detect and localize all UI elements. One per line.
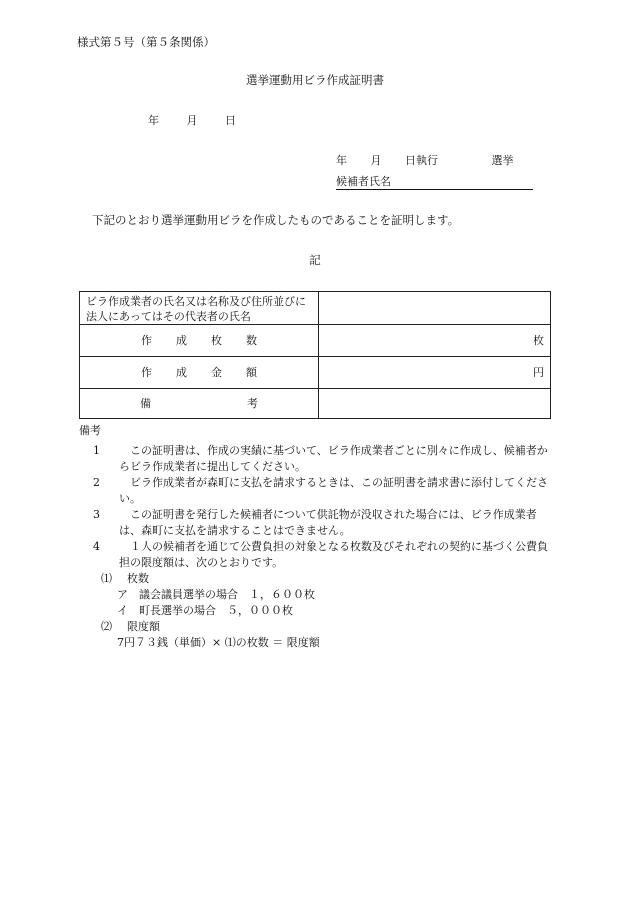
election-month: 月: [370, 154, 382, 167]
form-number: 様式第５号（第５条関係）: [77, 35, 215, 49]
sub-item-key: イ: [117, 604, 128, 617]
document-title: 選挙運動用ビラ作成証明書: [246, 73, 384, 87]
label-char: 考: [247, 397, 258, 410]
election-day-held: 日執行: [405, 154, 438, 167]
formula-text: 7円７３銭（単価）× ⑴の枚数 ＝ 限度額: [117, 636, 320, 649]
remarks-label: [80, 389, 319, 419]
election-name: 選挙: [491, 154, 514, 167]
quantity-label: [80, 325, 319, 357]
sub-section-limit: [79, 619, 555, 635]
amount-label: [80, 357, 319, 389]
certify-sentence: 下記のとおり選挙運動用ビラを作成したものであることを証明します。: [92, 213, 460, 227]
label-char: 枚: [211, 334, 222, 347]
label-char: 金: [211, 366, 222, 379]
note-number: 2: [93, 476, 100, 489]
sub-section-quantity: [79, 571, 555, 587]
table-row: [80, 357, 551, 389]
sub-label: 枚数: [127, 572, 149, 585]
date-month: 月: [186, 114, 198, 127]
label-char: 数: [246, 334, 257, 347]
note-item: [79, 507, 555, 539]
note-item: [79, 475, 555, 507]
note-text: １人の候補者を通じて公費負担の対象となる枚数及びそれぞれの契約に基づく公費負担の限度額は、次のとおりです。: [119, 540, 548, 569]
note-text: この証明書は、作成の実績に基づいて、ビラ作成業者ごとに別々に作成し、候補者からビラ作成業者に提出してください。: [119, 444, 548, 473]
note-number: 1: [93, 444, 100, 457]
vendor-label: ビラ作成業者の氏名又は名称及び住所並びに法人にあってはその代表者の氏名: [80, 292, 319, 325]
date-day: 日: [225, 114, 236, 127]
sub-list-item: [117, 587, 593, 603]
amount-unit: 円: [533, 366, 544, 379]
note-number: 3: [93, 508, 100, 521]
table-row: [80, 325, 551, 357]
note-item: [79, 539, 555, 571]
sub-list-item: [117, 603, 593, 619]
remarks-value-cell[interactable]: [319, 389, 551, 419]
amount-value-cell[interactable]: [319, 357, 551, 389]
notes-list: [79, 443, 555, 651]
limit-formula: [117, 635, 593, 651]
sub-label: 限度額: [127, 620, 160, 633]
label-char: 作: [141, 334, 152, 347]
quantity-value-cell[interactable]: [319, 325, 551, 357]
election-info: [336, 155, 514, 166]
note-item: [79, 443, 555, 475]
certificate-table: [79, 291, 551, 419]
table-row: [80, 389, 551, 419]
sub-item-text: 町長選挙の場合 ５，０００枚: [139, 604, 293, 617]
table-row: [80, 292, 551, 325]
sub-item-text: 議会議員選挙の場合 １，６００枚: [139, 588, 315, 601]
vendor-value-cell[interactable]: [319, 292, 551, 325]
quantity-unit: 枚: [533, 334, 544, 347]
label-char: 備: [140, 397, 151, 410]
sub-number: ⑴: [101, 572, 112, 585]
label-char: 額: [246, 366, 257, 379]
note-number: 4: [93, 540, 100, 553]
sub-item-key: ア: [117, 588, 128, 601]
sub-number: ⑵: [101, 620, 112, 633]
election-year: 年: [336, 154, 347, 167]
candidate-name-field[interactable]: [336, 176, 533, 190]
note-text: この証明書を発行した候補者について供託物が没収された場合には、ビラ作成業者は、森町に支払を請求することはできません。: [119, 508, 537, 537]
note-text: ビラ作成業者が森町に支払を請求するときは、この証明書を請求書に添付してください。: [119, 476, 548, 505]
candidate-label: 候補者氏名: [336, 175, 391, 188]
ki-heading: 記: [309, 253, 321, 267]
issue-date: [148, 115, 236, 126]
date-year: 年: [148, 114, 159, 127]
label-char: 成: [176, 334, 187, 347]
label-char: 成: [176, 366, 187, 379]
notes-heading: 備考: [79, 424, 101, 437]
label-char: 作: [141, 366, 152, 379]
